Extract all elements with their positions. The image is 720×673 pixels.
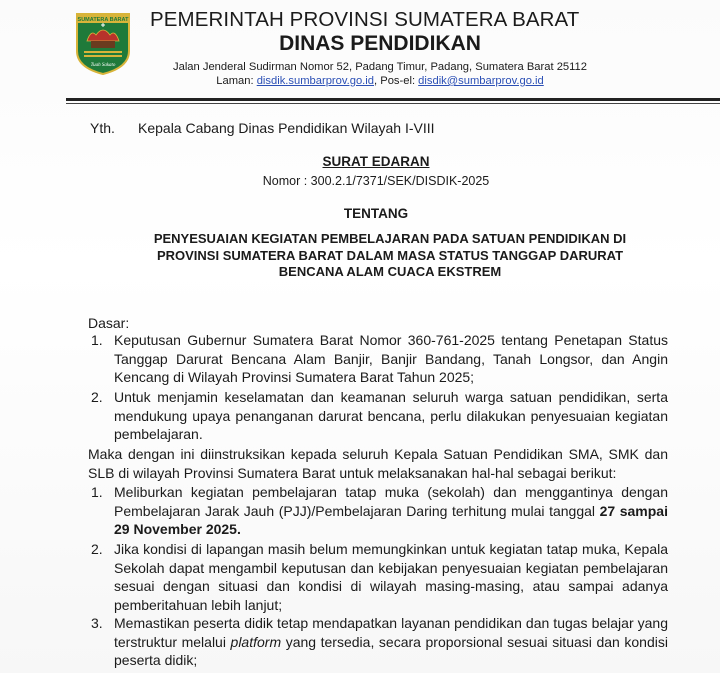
list-item (88, 614, 668, 670)
circular-title: SURAT EDARAN (322, 154, 430, 169)
addressee (90, 120, 435, 136)
instruction-list (88, 483, 668, 670)
list-item (88, 388, 668, 444)
item-number: 2. (91, 389, 103, 405)
addressee-name: Kepala Cabang Dinas Pendidikan Wilayah I-VIII (138, 120, 435, 136)
agency-contact (150, 75, 610, 87)
item-number: 2. (91, 541, 103, 557)
subject-line: BENCANA ALAM CUACA EKSTREM (278, 264, 502, 279)
website-label: Laman: (216, 75, 254, 87)
subject-line: PROVINSI SUMATERA BARAT DALAM MASA STATUS TANGGAP DARURAT (156, 247, 624, 263)
svg-text:Tuah Sakato: Tuah Sakato (90, 63, 116, 68)
item-text: Jika kondisi di lapangan masih belum memungkinkan untuk kegiatan tatap muka, Kepala Sekolah dapat mengambil keputusan dan kebijakan penyesuaian kegiatan pembelajaran sesuai dengan situasi dan kondisi di wilayah masing-masing, atau sampai adanya pemberitahuan lebih lanjut; (114, 541, 668, 613)
subject-line: PENYESUAIAN KEGIATAN PEMBELAJARAN PADA SATUAN PENDIDIKAN DI (153, 231, 627, 246)
province-emblem-icon (74, 11, 132, 75)
circular-number: Nomor : 300.2.1/7371/SEK/DISDIK-2025 (262, 174, 490, 188)
basis-label: Dasar: (88, 315, 130, 331)
letterhead-divider (66, 98, 720, 101)
item-number: 3. (91, 615, 103, 631)
letterhead-divider-thin (66, 103, 720, 104)
item-number: 1. (91, 484, 103, 500)
list-item (88, 483, 668, 540)
item-text: Meliburkan kegiatan pembelajaran tatap muka (sekolah) dan menggantinya dengan Pembelajaran Jarak Jauh (PJJ)/Pembelajaran Daring terhitung mulai tanggal 27 sampai 29 November 2025. (114, 484, 668, 537)
date-range: 27 sampai 29 November 2025 (114, 502, 668, 537)
platform-term: platform (230, 633, 282, 650)
agency-name: DINAS PENDIDIKAN (279, 32, 481, 55)
addressee-label: Yth. (90, 120, 115, 136)
list-item (88, 540, 668, 614)
svg-text:SUMATERA BARAT: SUMATERA BARAT (77, 17, 129, 23)
email-label: , Pos-el: (374, 75, 416, 87)
item-text: Memastikan peserta didik tetap mendapatkan layanan pendidikan dan tugas belajar yang terstruktur melalui platform yang tersedia, secara proporsional sesuai situasi dan kondisi peserta didik; (114, 615, 668, 668)
about-label: TENTANG (343, 206, 409, 221)
item-text: Keputusan Gubernur Sumatera Barat Nomor 360-761-2025 tentang Penetapan Status Tanggap Darurat Bencana Alam Banjir, Banjir Bandang, Tanah Longsor, dan Angin Kencang di Wilayah Provinsi Sumatera Barat Tahun 2025; (114, 332, 668, 385)
email-link[interactable]: disdik@sumbarprov.go.id (418, 75, 544, 87)
list-item (88, 331, 668, 386)
item-text: Untuk menjamin keselamatan dan keamanan seluruh warga satuan pendidikan, serta mendukung upaya penanganan darurat bencana, perlu dilakukan penyesuaian kegiatan pembelajaran. (114, 389, 668, 442)
agency-address: Jalan Jenderal Sudirman Nomor 52, Padang Timur, Padang, Sumatera Barat 25112 (173, 61, 587, 73)
circular-subject (100, 231, 680, 281)
website-link[interactable]: disdik.sumbarprov.go.id (256, 75, 375, 87)
basis-list (88, 331, 668, 444)
instruction-intro: Maka dengan ini diinstruksikan kepada seluruh Kepala Satuan Pendidikan SMA, SMK dan SLB di wilayah Provinsi Sumatera Barat untuk melaksanakan hal-hal sebagai berikut: (88, 446, 668, 481)
item-number: 1. (91, 332, 103, 348)
government-name: PEMERINTAH PROVINSI SUMATERA BARAT (150, 8, 580, 31)
